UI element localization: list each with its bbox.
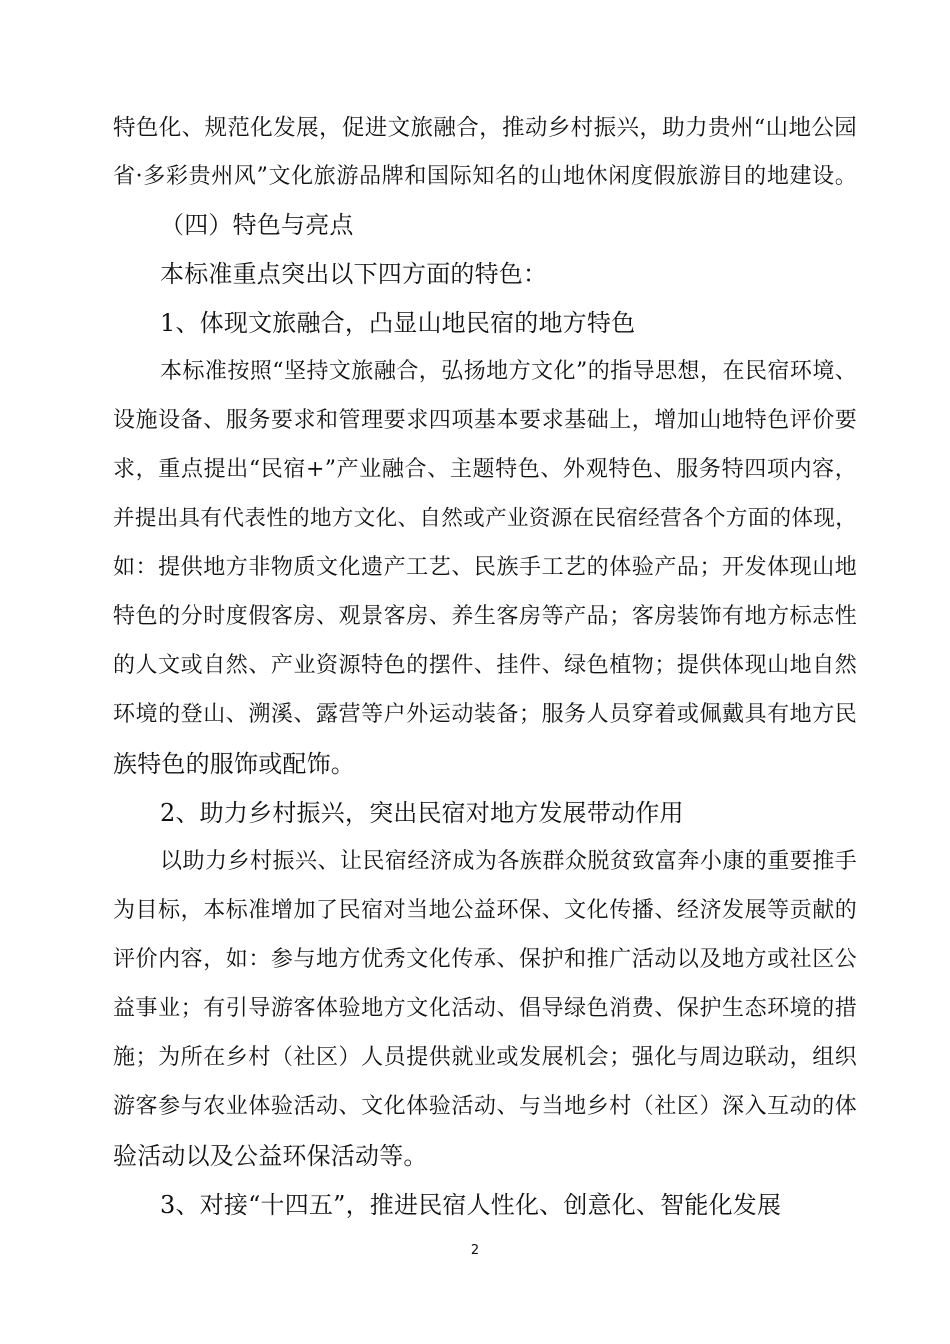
- text-line: 省·多彩贵州风”文化旅游品牌和国际知名的山地休闲度假旅游目的地建设。: [113, 164, 857, 189]
- text-line: 评价内容，如：参与地方优秀文化传承、保护和推广活动以及地方或社区公: [113, 947, 857, 972]
- text-line: 环境的登山、溯溪、露营等户外运动装备；服务人员穿着或佩戴具有地方民: [113, 702, 857, 727]
- page-number: 2: [470, 1243, 480, 1258]
- text-line: 特色化、规范化发展，促进文旅融合，推动乡村振兴，助力贵州“山地公园: [113, 115, 857, 141]
- text-line: 游客参与农业体验活动、文化体验活动、与当地乡村（社区）深入互动的体: [113, 1094, 857, 1119]
- text-line: 本标准重点突出以下四方面的特色：: [160, 260, 548, 288]
- text-line: 如：提供地方非物质文化遗产工艺、民族手工艺的体验产品；开发体现山地: [113, 555, 857, 580]
- subsection-heading: 1、体现文旅融合，凸显山地民宿的地方特色: [160, 309, 636, 337]
- text-line: 求，重点提出“民宿+”产业融合、主题特色、外观特色、服务特四项内容，: [113, 457, 857, 482]
- text-line: 特色的分时度假客房、观景客房、养生客房等产品；客房装饰有地方标志性: [113, 604, 857, 629]
- text-line: 设施设备、服务要求和管理要求四项基本要求基础上，增加山地特色评价要: [113, 408, 857, 433]
- section-heading: （四）特色与亮点: [160, 211, 354, 239]
- subsection-heading: 2、助力乡村振兴，突出民宿对地方发展带动作用: [160, 799, 684, 827]
- text-line: 的人文或自然、产业资源特色的摆件、挂件、绿色植物；提供体现山地自然: [113, 653, 857, 678]
- subsection-heading: 3、对接“十四五”，推进民宿人性化、创意化、智能化发展: [160, 1191, 782, 1219]
- text-line: 族特色的服饰或配饰。: [113, 750, 355, 778]
- text-line: 以助力乡村振兴、让民宿经济成为各族群众脱贫致富奔小康的重要推手: [160, 849, 857, 874]
- text-line: 益事业；有引导游客体验地方文化活动、倡导绿色消费、保护生态环境的措: [113, 996, 857, 1021]
- text-line: 本标准按照“坚持文旅融合，弘扬地方文化”的指导思想，在民宿环境、: [160, 359, 857, 384]
- text-line: 并提出具有代表性的地方文化、自然或产业资源在民宿经营各个方面的体现，: [113, 506, 857, 531]
- text-line: 为目标，本标准增加了民宿对当地公益环保、文化传播、经济发展等贡献的: [113, 898, 857, 923]
- text-line: 验活动以及公益环保活动等。: [113, 1142, 428, 1170]
- text-line: 施；为所在乡村（社区）人员提供就业或发展机会；强化与周边联动，组织: [113, 1045, 857, 1070]
